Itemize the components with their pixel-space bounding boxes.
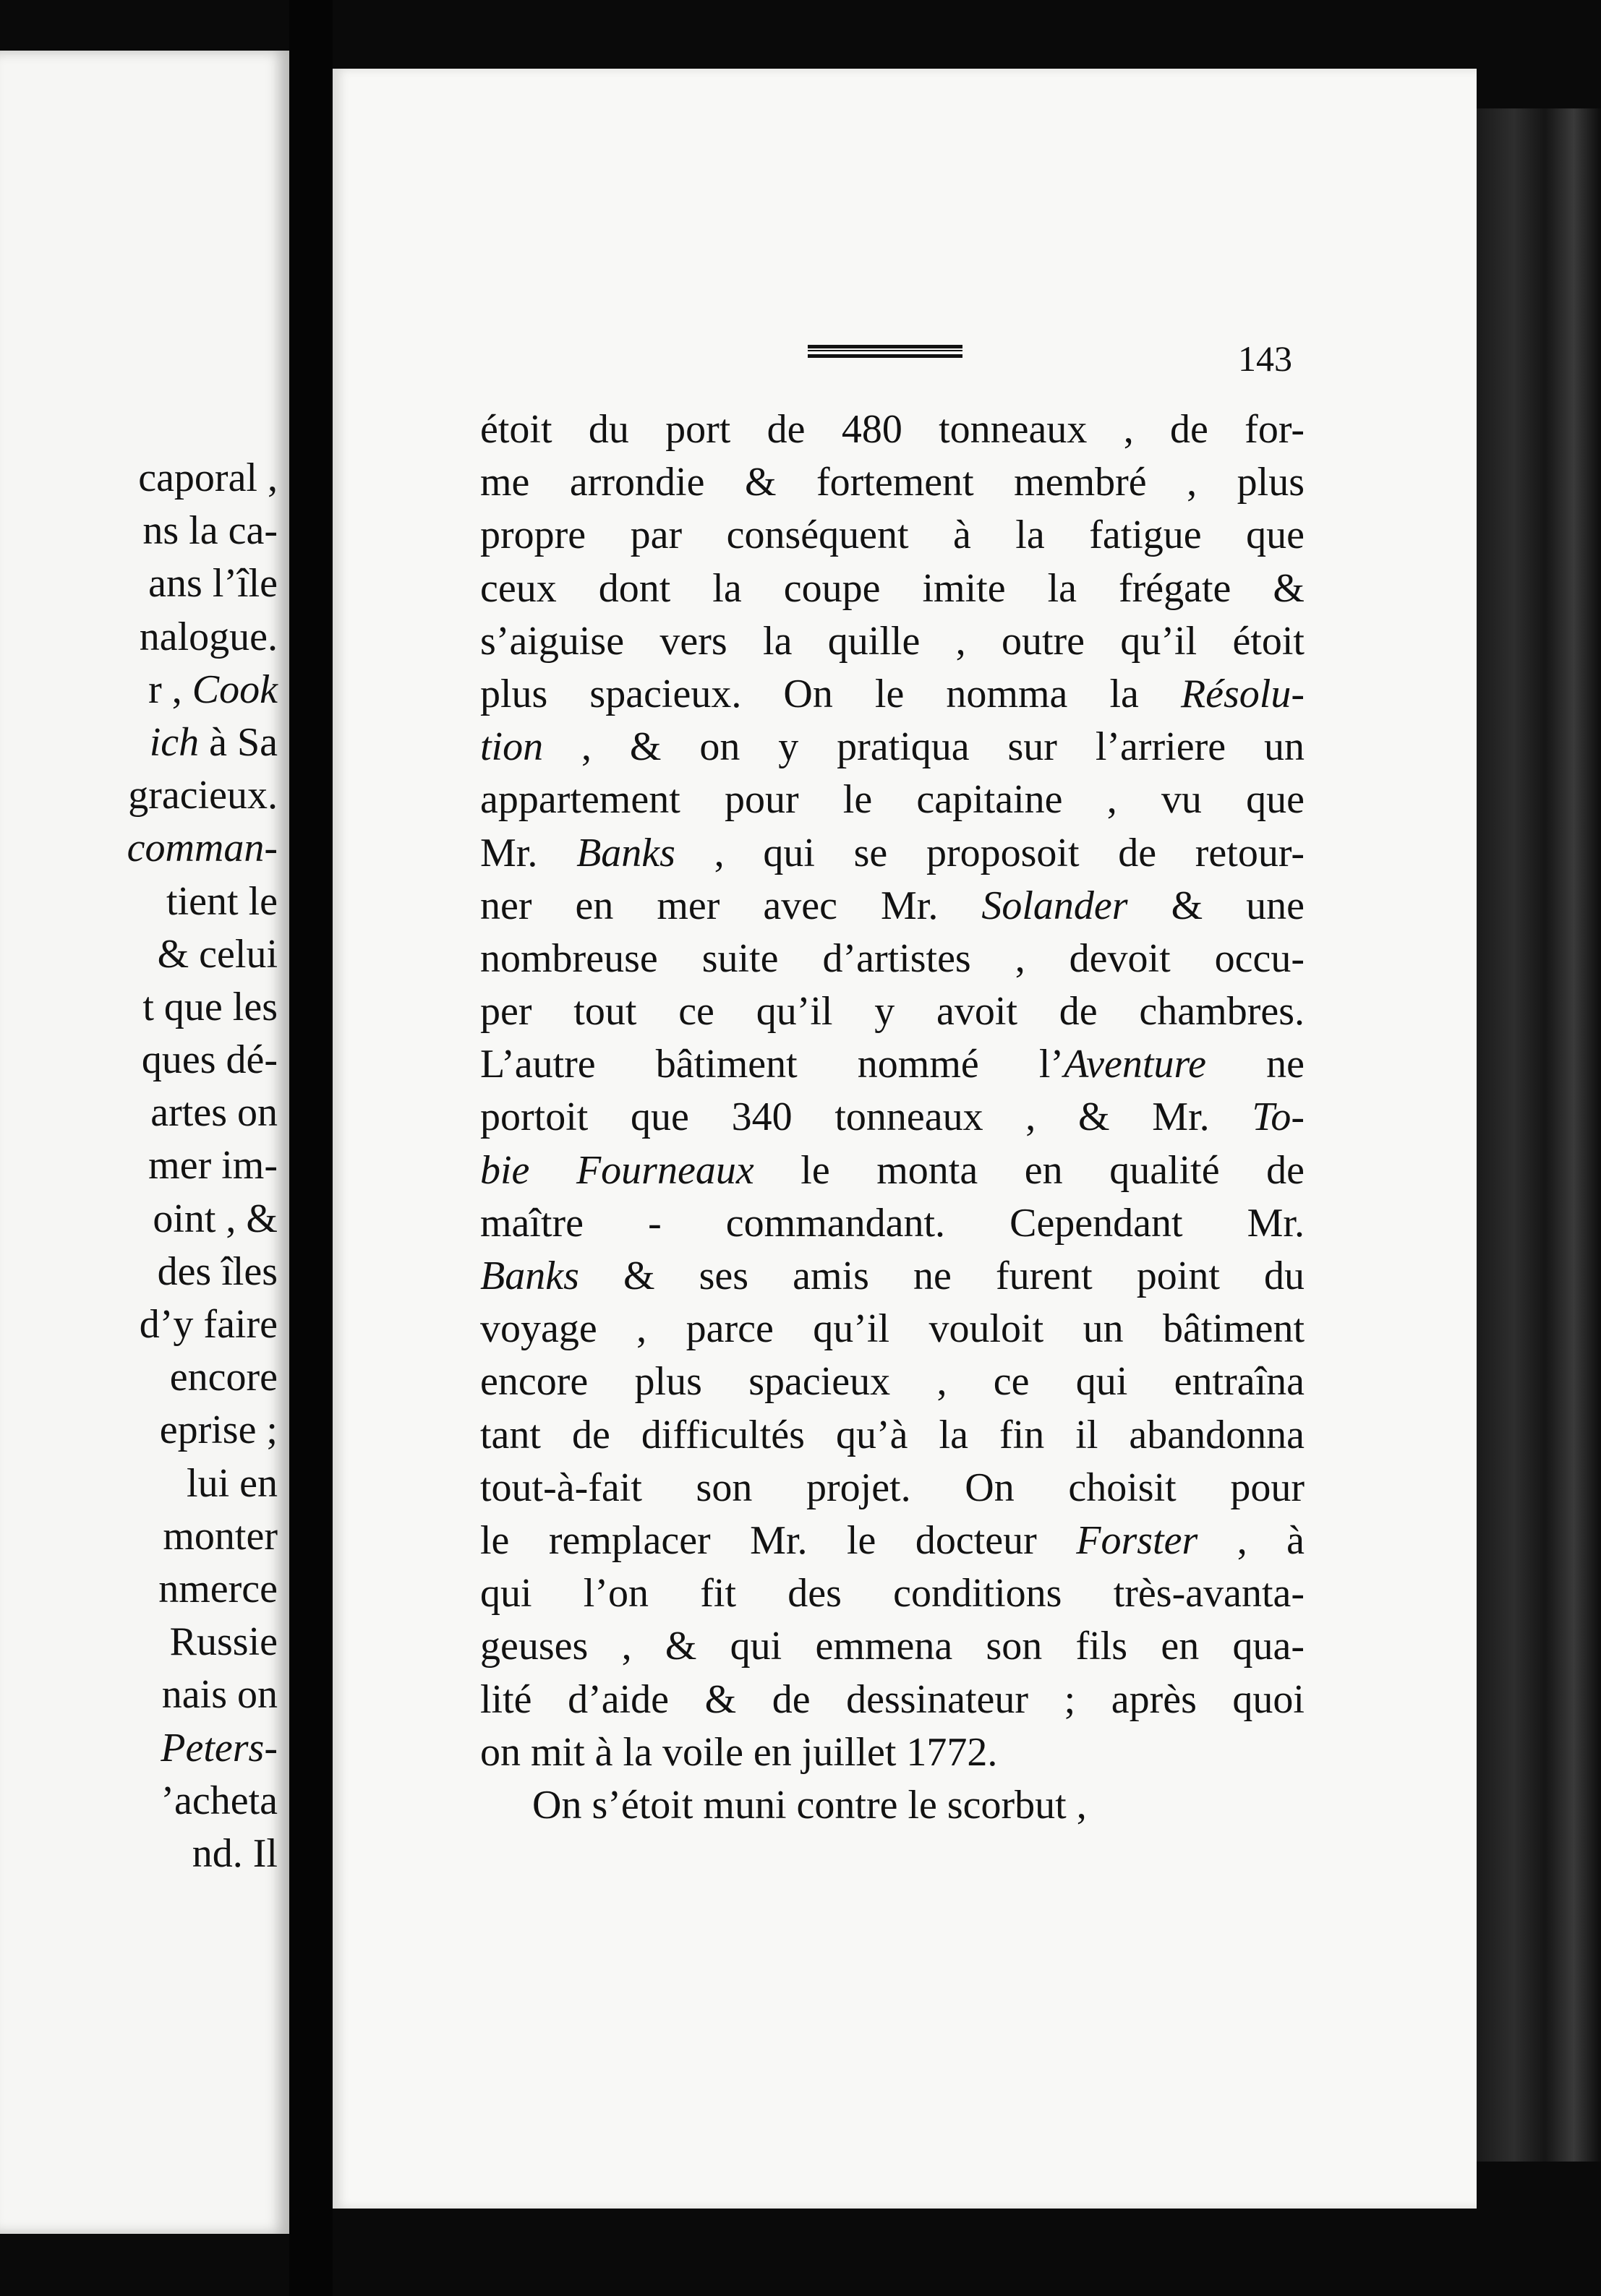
text-line bbox=[127, 664, 278, 716]
page-number: 143 bbox=[1238, 338, 1292, 379]
italic-text: comman- bbox=[127, 826, 278, 871]
text-line bbox=[480, 1091, 1305, 1144]
text-run: geuses , & qui emmena son fils en qua- bbox=[480, 1624, 1305, 1669]
text-run: lui en bbox=[187, 1460, 278, 1506]
text-line bbox=[127, 1616, 278, 1669]
text-line bbox=[480, 509, 1305, 562]
text-run: plus spacieux. On le nomma la bbox=[480, 671, 1181, 716]
text-line bbox=[127, 1510, 278, 1563]
text-line bbox=[480, 668, 1305, 721]
text-run: ne bbox=[1206, 1042, 1305, 1087]
text-run: nd. Il bbox=[192, 1830, 278, 1876]
text-line bbox=[127, 1669, 278, 1721]
text-run: me arrondie & fortement membré , plus bbox=[480, 460, 1305, 505]
text-run: qui l’on fit des conditions très-avanta- bbox=[480, 1571, 1305, 1616]
text-run: , & on y pratiqua sur l’arriere un bbox=[543, 724, 1305, 770]
text-line bbox=[127, 1139, 278, 1192]
text-run: on mit à la voile en juillet 1772. bbox=[480, 1729, 998, 1775]
body-text bbox=[480, 403, 1305, 1832]
left-page-text bbox=[127, 452, 278, 1880]
text-run: nalogue. bbox=[139, 614, 278, 659]
text-line bbox=[127, 769, 278, 822]
text-line bbox=[127, 611, 278, 664]
text-line bbox=[480, 403, 1305, 456]
text-run: nmerce bbox=[158, 1566, 278, 1611]
text-line bbox=[480, 827, 1305, 880]
text-line bbox=[480, 1197, 1305, 1250]
text-run: encore plus spacieux , ce qui entraîna bbox=[480, 1359, 1305, 1405]
text-run: L’autre bâtiment nommé l’ bbox=[480, 1042, 1064, 1087]
italic-text: ich bbox=[149, 719, 200, 765]
text-run: propre par conséquent à la fatigue que bbox=[480, 513, 1305, 558]
text-line bbox=[480, 1355, 1305, 1408]
text-line bbox=[127, 1351, 278, 1404]
text-run: r , bbox=[148, 667, 192, 712]
italic-text: bie Fourneaux bbox=[480, 1147, 754, 1193]
page-edges bbox=[1477, 108, 1601, 2162]
text-run: nombreuse suite d’artistes , devoit occu- bbox=[480, 935, 1305, 981]
text-line bbox=[127, 1457, 278, 1510]
text-run: & une bbox=[1127, 883, 1305, 928]
text-line bbox=[127, 1298, 278, 1351]
text-line bbox=[480, 1620, 1305, 1673]
text-run: & celui bbox=[157, 931, 278, 977]
text-run: Russie bbox=[169, 1619, 278, 1665]
text-run: ceux dont la coupe imite la frégate & bbox=[480, 565, 1305, 611]
text-run: lité d’aide & de dessinateur ; après quoi bbox=[480, 1676, 1305, 1722]
text-run: , qui se proposoit de retour- bbox=[675, 830, 1305, 875]
text-run: le remplacer Mr. le docteur bbox=[480, 1517, 1077, 1563]
italic-text: Forster bbox=[1076, 1517, 1198, 1563]
text-run: tient le bbox=[166, 878, 278, 924]
text-line bbox=[480, 721, 1305, 774]
text-line bbox=[480, 615, 1305, 668]
italic-text: Résolu- bbox=[1180, 671, 1305, 716]
italic-text: Peters- bbox=[161, 1725, 278, 1770]
text-line bbox=[127, 1722, 278, 1775]
text-run: caporal , bbox=[138, 455, 278, 500]
text-line bbox=[127, 928, 278, 981]
text-run: étoit du port de 480 tonneaux , de for- bbox=[480, 407, 1305, 452]
text-line bbox=[480, 1409, 1305, 1462]
text-run: appartement pour le capitaine , vu que bbox=[480, 777, 1305, 823]
text-line bbox=[127, 822, 278, 875]
text-line bbox=[480, 985, 1305, 1038]
text-line bbox=[480, 1779, 1305, 1832]
book-gutter bbox=[289, 0, 333, 2296]
text-run: , à bbox=[1197, 1517, 1305, 1563]
text-line bbox=[127, 981, 278, 1034]
text-run: ner en mer avec Mr. bbox=[480, 883, 982, 928]
text-run: tant de difficultés qu’à la fin il abandonna bbox=[480, 1412, 1305, 1457]
text-run: per tout ce qu’il y avoit de chambres. bbox=[480, 989, 1305, 1035]
text-run: ques dé- bbox=[141, 1037, 278, 1083]
text-run: ’acheta bbox=[161, 1778, 278, 1823]
text-line bbox=[127, 557, 278, 610]
text-run: artes on bbox=[150, 1090, 278, 1136]
text-run: eprise ; bbox=[159, 1408, 278, 1453]
text-run: Mr. bbox=[480, 830, 577, 875]
text-run: à Sa bbox=[199, 719, 278, 765]
text-run: On s’étoit muni contre le scorbut , bbox=[532, 1782, 1087, 1828]
italic-text: Banks bbox=[576, 830, 675, 875]
text-line bbox=[127, 1563, 278, 1616]
text-line bbox=[127, 1775, 278, 1828]
italic-text: Banks bbox=[480, 1254, 579, 1298]
text-line bbox=[127, 1087, 278, 1139]
text-run: & ses amis ne furent point du bbox=[579, 1254, 1305, 1298]
text-line bbox=[127, 1034, 278, 1087]
facing-page-left bbox=[0, 51, 289, 2234]
text-line bbox=[127, 875, 278, 928]
italic-text: To- bbox=[1252, 1095, 1305, 1140]
text-line bbox=[480, 456, 1305, 509]
text-run: gracieux. bbox=[128, 773, 278, 818]
text-run: portoit que 340 tonneaux , & Mr. bbox=[480, 1095, 1252, 1140]
text-line bbox=[480, 880, 1305, 933]
text-line bbox=[480, 1038, 1305, 1091]
text-run: oint , & bbox=[153, 1196, 278, 1241]
text-line bbox=[127, 1828, 278, 1880]
italic-text: tion bbox=[480, 724, 544, 770]
text-line bbox=[127, 452, 278, 505]
text-line bbox=[480, 1303, 1305, 1355]
italic-text: Cook bbox=[192, 667, 278, 712]
text-line bbox=[480, 1674, 1305, 1726]
text-line bbox=[480, 1462, 1305, 1515]
text-run: maître - commandant. Cependant Mr. bbox=[480, 1200, 1305, 1246]
text-line bbox=[127, 1404, 278, 1457]
text-run: nais on bbox=[161, 1672, 278, 1718]
text-line bbox=[480, 1250, 1305, 1303]
text-run: encore bbox=[169, 1355, 278, 1400]
text-line bbox=[480, 1144, 1305, 1197]
text-run: d’y faire bbox=[139, 1302, 278, 1347]
text-run: s’aiguise vers la quille , outre qu’il étoit bbox=[480, 618, 1305, 664]
text-line bbox=[480, 1726, 1305, 1779]
text-run: des îles bbox=[157, 1248, 278, 1294]
italic-text: Aventure bbox=[1064, 1042, 1207, 1087]
text-run: t que les bbox=[142, 984, 278, 1029]
italic-text: Solander bbox=[981, 883, 1128, 928]
text-run: monter bbox=[163, 1513, 278, 1559]
text-line bbox=[480, 562, 1305, 615]
text-line bbox=[127, 716, 278, 769]
text-line bbox=[480, 1567, 1305, 1620]
text-line bbox=[127, 1193, 278, 1246]
text-run: le monta en qualité de bbox=[753, 1147, 1305, 1193]
text-line bbox=[480, 933, 1305, 985]
text-line bbox=[480, 1515, 1305, 1567]
text-run: tout-à-fait son projet. On choisit pour bbox=[480, 1465, 1305, 1510]
text-run: ns la ca- bbox=[142, 508, 278, 554]
text-run: voyage , parce qu’il vouloit un bâtiment bbox=[480, 1306, 1305, 1352]
text-line bbox=[127, 1246, 278, 1298]
text-line bbox=[127, 505, 278, 557]
header-rule bbox=[808, 345, 962, 358]
text-line bbox=[480, 774, 1305, 826]
text-run: ans l’île bbox=[148, 561, 278, 607]
text-run: mer im- bbox=[148, 1143, 278, 1188]
